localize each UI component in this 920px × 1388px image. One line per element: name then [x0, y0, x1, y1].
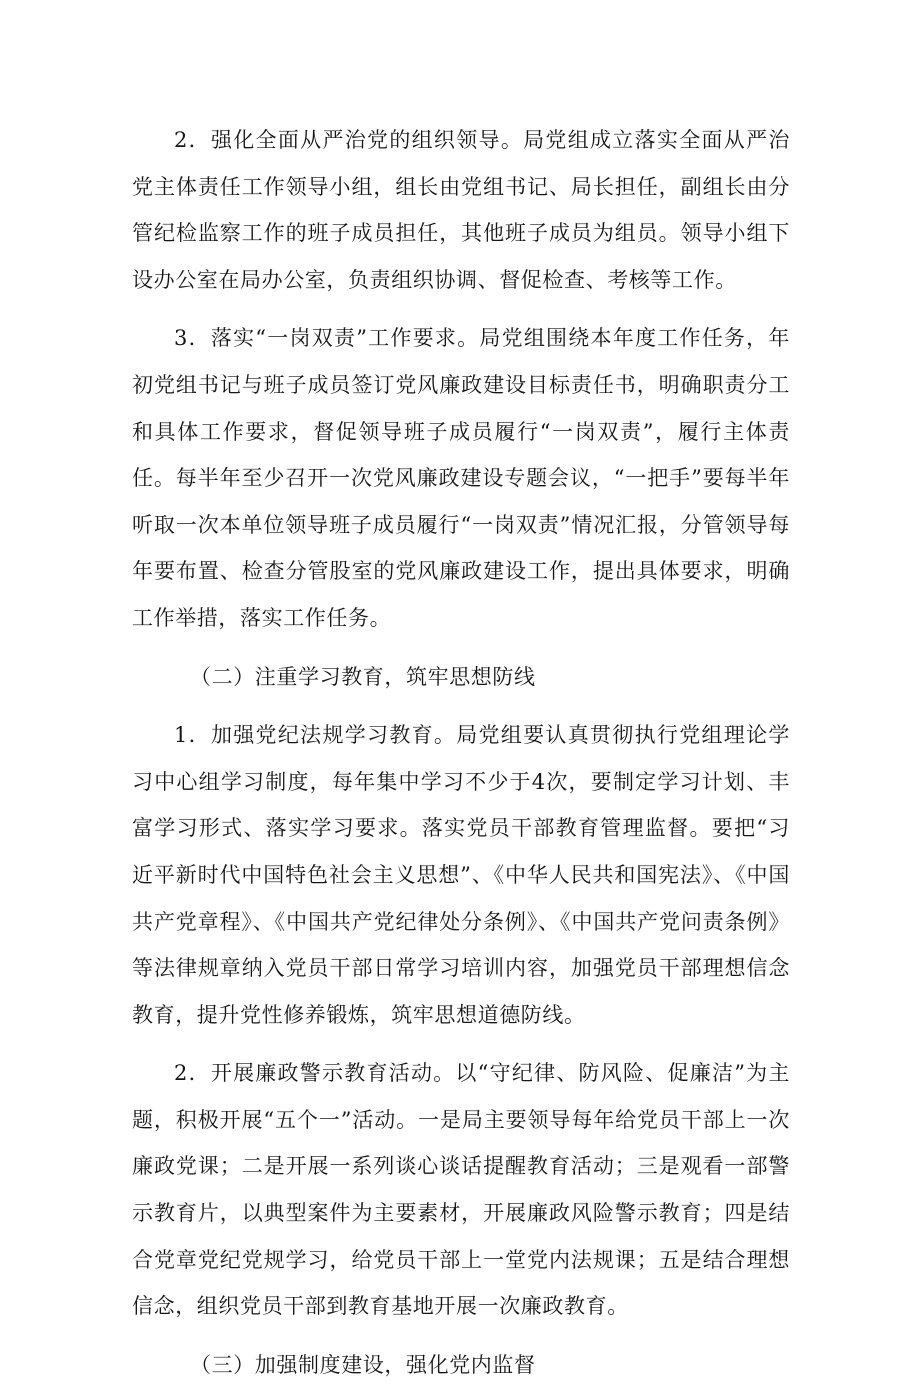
paragraph-spacer	[132, 1330, 790, 1342]
section-heading-system-building: （三）加强制度建设，强化党内监督	[190, 1352, 536, 1377]
paragraph-discipline-study: 1．加强党纪法规学习教育。局党组要认真贯彻执行党组理论学习中心组学习制度，每年集中学习不少于4次，要制定学习计划、丰富学习形式、落实学习要求。落实党员干部教育管理监督。要把“习近平新时代中国特色社会主义思想”、《中华人民共和国宪法》、《中国共产党章程》、《中国共产党纪律处分条例》、《中国共产党问责条例》等法律规章纳入党员干部日常学习培训内容，加强党员干部理想信念教育，提升党性修养锻炼，筑牢思想道德防线。	[132, 723, 790, 1027]
paragraph-one-post-two-duties: 3．落实“一岗双责”工作要求。局党组围绕本年度工作任务，年初党组书记与班子成员签订党风廉政建设目标责任书，明确职责分工和具体工作要求，督促领导班子成员履行“一岗双责”，履行主体责任。每半年至少召开一次党风廉政建设专题会议，“一把手”要每半年听取一次本单位领导班子成员履行“一岗双责”情况汇报，分管领导每年要布置、检查分管股室的党风廉政建设工作，提出具体要求，明确工作举措，落实工作任务。	[132, 326, 790, 630]
paragraph-warning-education: 2．开展廉政警示教育活动。以“守纪律、防风险、促廉洁”为主题，积极开展“五个一”活动。一是局主要领导每年给党员干部上一次廉政党课；二是开展一系列谈心谈话提醒教育活动；三是观看一部警示教育片，以典型案件为主要素材，开展廉政风险警示教育；四是结合党章党纪党规学习，给党员干部上一堂党内法规课；五是结合理想信念，组织党员干部到教育基地开展一次廉政教育。	[132, 1061, 790, 1319]
paragraph-spacer	[132, 642, 790, 654]
paragraph-spacer	[132, 1038, 790, 1050]
section-heading-study-education: （二）注重学习教育，筑牢思想防线	[190, 664, 536, 689]
paragraph-spacer	[132, 700, 790, 712]
paragraph-spacer	[132, 303, 790, 315]
paragraph-strengthen-leadership: 2．强化全面从严治党的组织领导。局党组成立落实全面从严治党主体责任工作领导小组，组长由党组书记、局长担任，副组长由分管纪检监察工作的班子成员担任，其他班子成员为组员。领导小组下设办公室在局办公室，负责组织协调、督促检查、考核等工作。	[132, 128, 790, 292]
